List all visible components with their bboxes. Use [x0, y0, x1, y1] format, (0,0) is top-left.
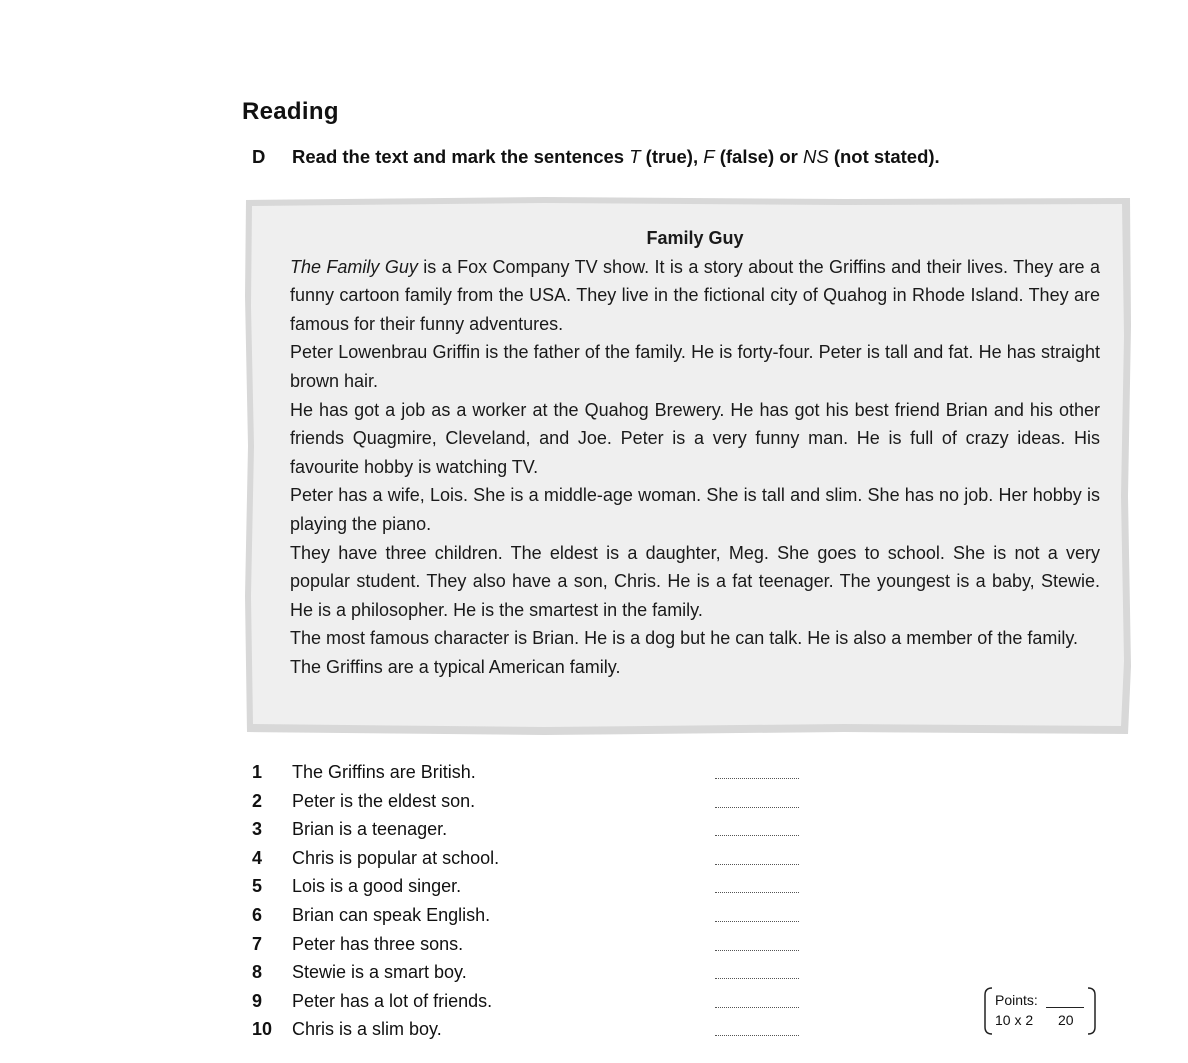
reading-text-box: [244, 196, 1132, 736]
paragraph-4: Peter has a wife, Lois. She is a middle-age woman. She is tall and slim. She has no job. Her hobby is playing the piano.: [290, 485, 1100, 534]
paragraph-1-text: is a Fox Company TV show. It is a story about the Griffins and their lives. They are a funny cartoon family from the USA. They live in the fictional city of Quahog in Rhode Island. They are famous for their funny adventures.: [290, 256, 1100, 334]
code-true: T: [629, 146, 641, 167]
answer-blank[interactable]: [715, 764, 799, 779]
question-number: 8: [252, 962, 263, 983]
question-text: Lois is a good singer.: [292, 876, 462, 897]
question-number: 1: [252, 762, 263, 782]
label-false: (false) or: [714, 146, 803, 167]
question-number: 10: [252, 1019, 273, 1040]
question-row: [252, 872, 812, 901]
answer-blank[interactable]: [715, 878, 799, 893]
points-calculation: 10 x 2: [995, 1012, 1034, 1028]
code-not-stated: NS: [802, 146, 829, 167]
paragraph-7: The Griffins are a typical American family.: [290, 656, 621, 677]
question-text: Brian can speak English.: [292, 904, 491, 925]
answer-blank[interactable]: [715, 793, 799, 808]
points-box: [982, 986, 1098, 1036]
points-total: 20: [1058, 1012, 1074, 1028]
points-label: Points:: [995, 992, 1038, 1008]
answer-blank[interactable]: [715, 1021, 799, 1036]
question-row: [252, 815, 812, 844]
question-row: [252, 758, 812, 787]
question-number: 7: [252, 933, 263, 954]
question-text: Chris is popular at school.: [292, 847, 500, 868]
answer-blank[interactable]: [715, 821, 799, 836]
answer-blank[interactable]: [715, 964, 799, 979]
answer-blank[interactable]: [715, 936, 799, 951]
question-text: Chris is a slim boy.: [292, 1019, 442, 1040]
question-text: The Griffins are British.: [292, 762, 476, 782]
question-list: [252, 758, 812, 1044]
instruction-text: Read the text and mark the sentences: [292, 146, 630, 167]
question-row: [252, 1015, 812, 1044]
paragraph-6: The most famous character is Brian. He is a dog but he can talk. He is also a member of the family.: [290, 628, 1079, 649]
code-false: F: [703, 146, 715, 167]
answer-blank[interactable]: [715, 993, 799, 1008]
question-text: Peter has three sons.: [292, 933, 464, 954]
question-text: Stewie is a smart boy.: [292, 962, 467, 983]
question-row: [252, 844, 812, 873]
paragraph-3: He has got a job as a worker at the Quahog Brewery. He has got his best friend Brian and his other friends Quagmire, Cleveland, and Joe. Peter is a very funny man. He is full of crazy ideas. His favourite hobby is watching TV.: [290, 399, 1100, 477]
exercise-instruction: [252, 146, 940, 168]
reading-text: [290, 224, 1100, 682]
answer-blank[interactable]: [715, 907, 799, 922]
question-text: Peter has a lot of friends.: [292, 990, 493, 1011]
label-not-stated: (not stated).: [828, 146, 940, 167]
paragraph-1: [290, 253, 1100, 339]
question-number: 5: [252, 876, 263, 897]
question-number: 6: [252, 904, 263, 925]
question-row: [252, 958, 812, 987]
question-number: 9: [252, 990, 263, 1011]
question-text: Peter is the eldest son.: [292, 790, 476, 811]
question-number: 3: [252, 819, 263, 840]
show-title-italic: The Family Guy: [290, 256, 418, 277]
paragraph-2: Peter Lowenbrau Griffin is the father of the family. He is forty-four. Peter is tall and fat. He has straight brown hair.: [290, 342, 1100, 391]
question-row: [252, 787, 812, 816]
question-number: 2: [252, 790, 263, 811]
label-true: (true),: [640, 146, 704, 167]
points-score-line[interactable]: [1046, 1007, 1084, 1008]
answer-blank[interactable]: [715, 850, 799, 865]
paragraph-5: They have three children. The eldest is a daughter, Meg. She goes to school. She is not a very popular student. They also have a son, Chris. He is a fat teenager. The youngest is a baby, Stewie. He is a philosopher. He is the smartest in the family.: [290, 542, 1100, 620]
question-row: [252, 987, 812, 1016]
text-title: Family Guy: [646, 228, 744, 248]
question-row: [252, 930, 812, 959]
exercise-letter: D: [252, 146, 266, 167]
question-number: 4: [252, 847, 263, 868]
section-title: Reading: [242, 98, 339, 125]
question-text: Brian is a teenager.: [292, 819, 448, 840]
question-row: [252, 901, 812, 930]
